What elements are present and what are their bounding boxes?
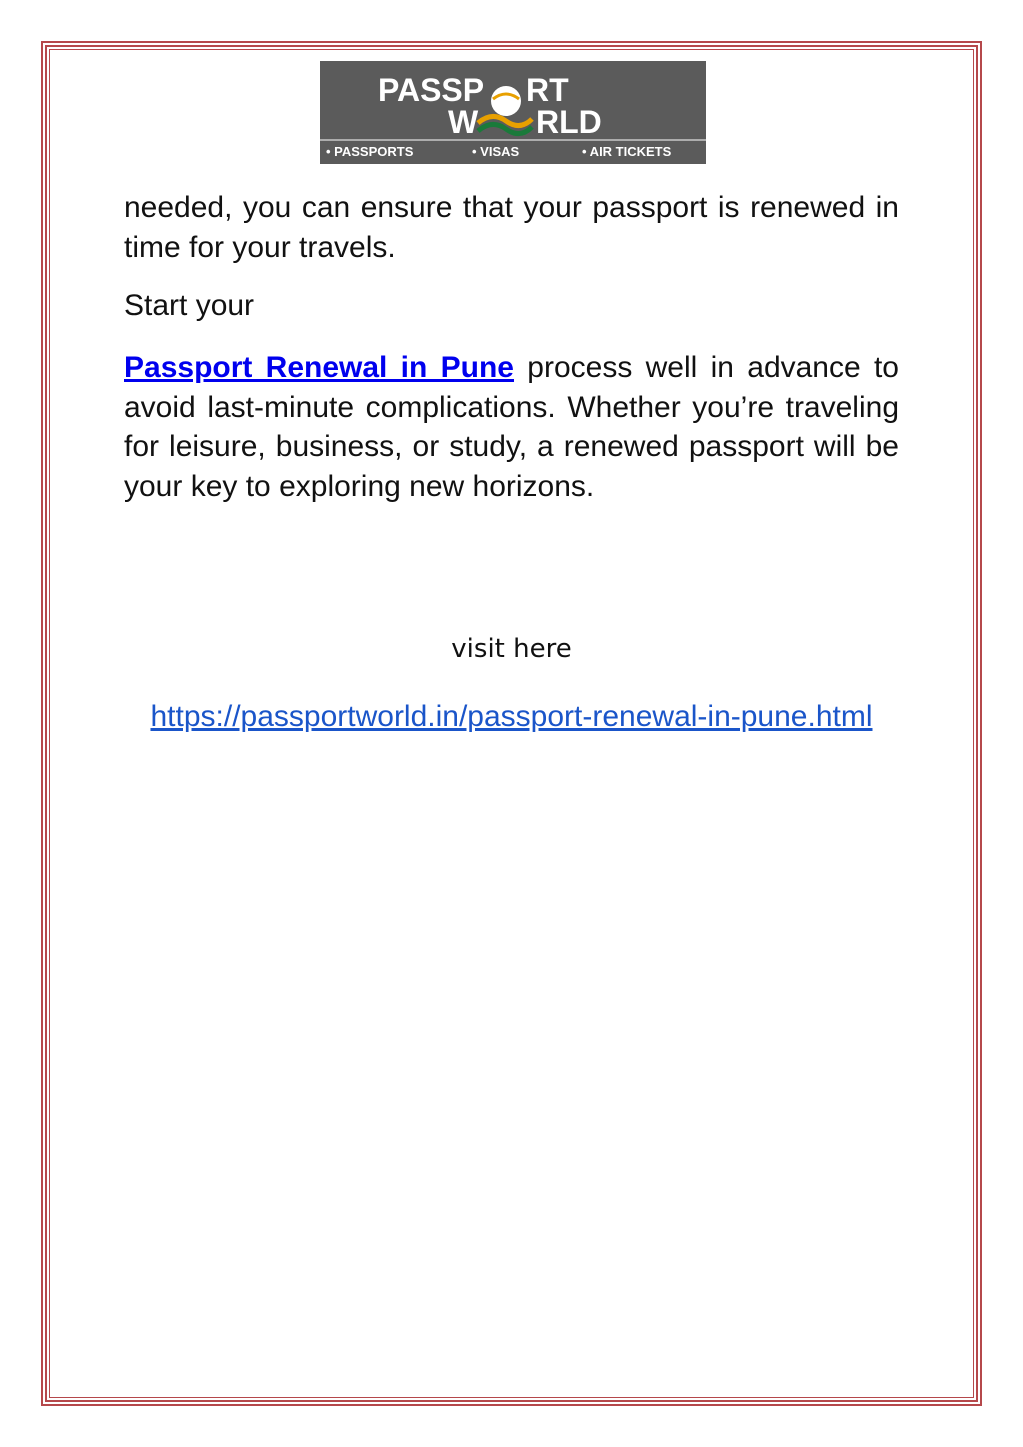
logo-line1-right: RT	[526, 72, 569, 108]
website-url-link[interactable]: https://passportworld.in/passport-renewal-in-pune.html	[150, 700, 873, 733]
logo-tagline-visas: • VISAS	[472, 144, 520, 159]
wave-icon	[478, 116, 532, 133]
passport-renewal-pune-link[interactable]: Passport Renewal in Pune	[124, 351, 514, 384]
logo-line2-left: W	[448, 104, 479, 140]
paragraph-renewed-in-time: needed, you can ensure that your passport is renewed in time for your travels.	[124, 191, 899, 264]
logo-line2-right: RLD	[536, 104, 602, 140]
globe-icon	[491, 86, 521, 116]
paragraph-renewal-advice	[124, 348, 899, 506]
visit-here-label: visit here	[451, 634, 572, 664]
logo-tagline-air-tickets: • AIR TICKETS	[582, 144, 672, 159]
passport-world-logo	[320, 61, 706, 164]
logo-line1-left: PASSP	[378, 72, 485, 108]
paragraph-start-your: Start your	[124, 289, 255, 322]
paragraph-renewal-advice-text: process well in advance to avoid last-minute complications. Whether you’re traveling for leisure, business, or study, a renewed passport will be your key to exploring new horizons.	[124, 351, 899, 503]
logo-tagline-passports: • PASSPORTS	[326, 144, 414, 159]
